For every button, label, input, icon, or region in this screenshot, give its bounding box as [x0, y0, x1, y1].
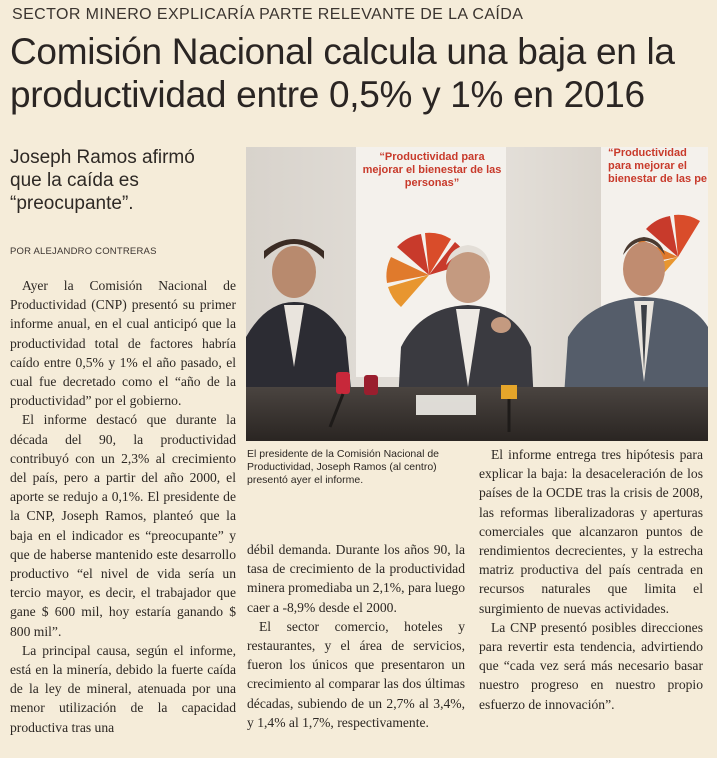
paragraph: débil demanda. Durante los años 90, la tasa de crecimiento de la productividad minera promediaba un 2,1%, para luego caer a -8,9% desde el 2000. [247, 542, 465, 615]
subheadline: Joseph Ramos afirmó que la caída es “preocupante”. [10, 147, 195, 214]
paragraph: El sector comercio, hoteles y restaurantes, y el área de servicios, fueron los únicos que presentaron un crecimiento al comparar las dos últimas décadas, subiendo de un 2,7% al 3,4%, y 1,4% al 1,7%, respectivamente. [247, 618, 465, 730]
paragraph: La principal causa, según el informe, está en la minería, debido la fuerte caída de la ley de mineral, atenuada por una menor utilización de la capacidad productiva tras una [10, 642, 236, 735]
banner-slogan: “Productividad para mejorar el bienestar de las pe [608, 147, 708, 185]
paragraph: El informe destacó que durante la década del 90, la productividad contribuyó con un 2,3% al crecimiento del país, pero a partir del año 2000, el aporte se redujo a 0,1%. El presidente de la CNP, Joseph Ramos, planteó que la baja en el indicador es “preocupante” y que de haberse mantenido este desarrollo productivo “el nivel de vida sería un tercio mayor, es decir, el trabajador que gane $ 600 mil, hoy estaría ganando $ 800 mil”. [10, 412, 236, 639]
article-column-2 [247, 540, 465, 732]
kicker: SECTOR MINERO EXPLICARÍA PARTE RELEVANTE DE LA CAÍDA [12, 6, 524, 23]
photo-caption: El presidente de la Comisión Nacional de Productividad, Joseph Ramos (al centro) presentó ayer el informe. [247, 448, 440, 486]
press-conference-photo [246, 147, 708, 441]
article-column-1 [10, 276, 236, 737]
paragraph: El informe entrega tres hipótesis para explicar la baja: la desaceleración de los países de la OCDE tras la crisis de 2008, las reformas liberalizadoras y aperturas comerciales que alcanzaron puntos de rendimientos decrecientes, y la estrecha matriz productiva del país centrada en recursos naturales que limita el surgimiento de nuevas actividades. [479, 447, 703, 616]
paragraph: Ayer la Comisión Nacional de Productividad (CNP) presentó su primer informe anual, en el cual anticipó que la productividad total de factores habría caído entre 0,5% y 1% el año pasado, el cual fue decretado como el “año de la productividad” por el gobierno. [10, 278, 236, 409]
paragraph: La CNP presentó posibles direcciones para revertir esta tendencia, advirtiendo que “cada vez será más necesario basar nuestro progreso en nuestro propio esfuerzo de innovación”. [479, 619, 703, 712]
banner-slogan: “Productividad para mejorar el bienestar de las personas” [362, 151, 502, 189]
article-column-3 [479, 445, 703, 714]
byline: POR ALEJANDRO CONTRERAS [10, 246, 157, 257]
news-photo [246, 147, 708, 441]
headline: Comisión Nacional calcula una baja en la productividad entre 0,5% y 1% en 2016 [10, 31, 675, 115]
